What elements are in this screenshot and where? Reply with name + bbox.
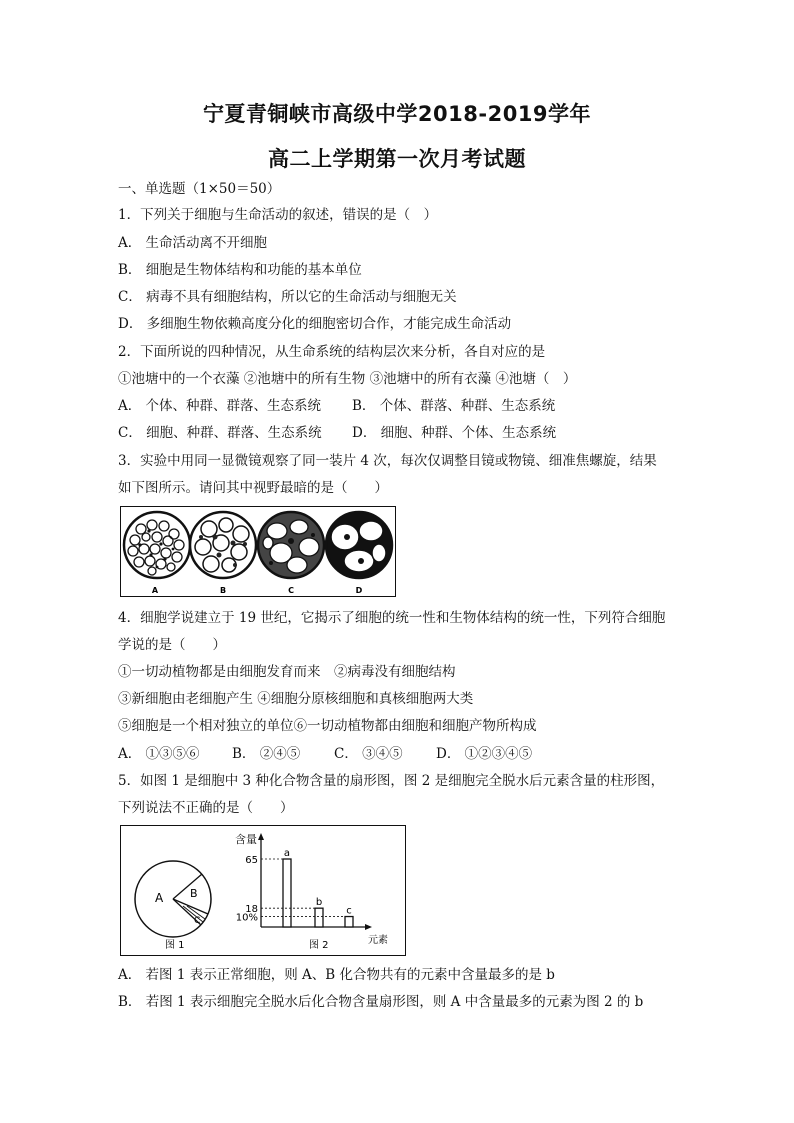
pie-label-b: B: [190, 887, 198, 900]
q5-option-a: A． 若图 1 表示正常细胞，则 A、B 化合物共有的元素中含量最多的是 b: [118, 967, 555, 983]
q1-option-b: B． 细胞是生物体结构和功能的基本单位: [118, 262, 362, 278]
microscope-field-d: [326, 512, 392, 595]
q4-statements-2: ③新细胞由老细胞产生 ④细胞分原核细胞和真核细胞两大类: [118, 691, 474, 707]
microscope-field-c: [258, 512, 324, 595]
microscope-field-a: [124, 512, 190, 595]
exam-title-line1: 宁夏青铜峡市高级中学2018-2019学年: [202, 102, 592, 126]
q5-stem-line1: 5．如图 1 是细胞中 3 种化合物含量的扇形图，图 2 是细胞完全脱水后元素含量的柱形图，: [118, 773, 665, 789]
pie-chart: [135, 861, 211, 951]
bar-label-b: b: [315, 897, 323, 909]
y-axis-label: 含量: [235, 833, 257, 846]
q5-stem-line2: 下列说法不正确的是（ ）: [118, 800, 294, 816]
field-label-c: C: [288, 586, 294, 595]
q4-stem-line2: 学说的是（ ）: [118, 637, 226, 653]
pie-label-c: C: [194, 916, 201, 926]
q2-option-a: A． 个体、种群、群落、生态系统: [118, 398, 322, 414]
q2-option-d: D． 细胞、种群、个体、生态系统: [352, 425, 557, 441]
q4-statements-3: ⑤细胞是一个相对独立的单位⑥一切动植物都由细胞和细胞产物所构成: [118, 718, 537, 734]
bar-b: [315, 908, 323, 927]
field-label-d: D: [355, 586, 363, 595]
figure-1-label: 图 1: [165, 940, 185, 951]
q3-stem-line2: 如下图所示。请问其中视野最暗的是（ ）: [118, 480, 388, 496]
figure-2-label: 图 2: [309, 940, 329, 951]
pie-label-a: A: [155, 891, 164, 905]
bar-c: [345, 917, 353, 927]
field-label-a: A: [151, 586, 159, 595]
microscope-field-b: [190, 512, 256, 595]
y-tick-label-2: 10%: [235, 912, 258, 924]
q1-option-c: C． 病毒不具有细胞结构，所以它的生命活动与细胞无关: [118, 289, 457, 305]
compound-figure-svg: [121, 826, 405, 955]
y-tick-label-1: 18: [245, 904, 258, 916]
section-heading: 一、单选题（1×50＝50）: [118, 181, 281, 197]
y-tick-label-0: 65: [245, 855, 258, 866]
q5-option-b: B． 若图 1 表示细胞完全脱水后化合物含量扇形图，则 A 中含量最多的元素为图 2 的 b: [118, 994, 644, 1010]
q2-option-b: B． 个体、群落、种群、生态系统: [352, 398, 556, 414]
q1-option-d: D． 多细胞生物依赖高度分化的细胞密切合作，才能完成生命活动: [118, 316, 512, 332]
q3-stem-line1: 3．实验中用同一显微镜观察了同一装片 4 次，每次仅调整目镜或物镜、细准焦螺旋，结果: [118, 453, 657, 469]
q2-items: ①池塘中的一个衣藻 ②池塘中的所有生物 ③池塘中的所有衣藻 ④池塘（ ）: [118, 371, 577, 387]
microscope-figure: [120, 506, 396, 597]
q4-option-d: D． ①②③④⑤: [436, 746, 533, 762]
exam-title-line2: 高二上学期第一次月考试题: [268, 147, 526, 171]
y-axis-arrow: [258, 833, 264, 840]
microscope-fields: [121, 507, 395, 596]
q1-option-a: A． 生命活动离不开细胞: [118, 235, 268, 251]
x-axis-label: 元素: [368, 935, 388, 946]
q4-option-c: C． ③④⑤: [334, 746, 403, 762]
q4-option-a: A． ①③⑤⑥: [118, 746, 200, 762]
q4-stem-line1: 4．细胞学说建立于 19 世纪，它揭示了细胞的统一性和生物体结构的统一性，下列符合细胞: [118, 610, 666, 626]
bar-label-c: c: [346, 905, 352, 917]
x-axis-arrow: [365, 924, 372, 930]
bar-label-a: a: [283, 848, 291, 859]
q1-stem: 1．下列关于细胞与生命活动的叙述，错误的是（ ）: [118, 207, 438, 223]
compound-figure: [120, 825, 406, 956]
q2-stem: 2．下面所说的四种情况，从生命系统的结构层次来分析，各自对应的是: [118, 344, 546, 360]
element-bar-chart: [235, 832, 388, 951]
q4-statements-1: ①一切动植物都是由细胞发育而来 ②病毒没有细胞结构: [118, 664, 456, 680]
q2-option-c: C． 细胞、种群、群落、生态系统: [118, 425, 322, 441]
q4-option-b: B． ②④⑤: [232, 746, 301, 762]
field-label-b: B: [219, 586, 227, 595]
